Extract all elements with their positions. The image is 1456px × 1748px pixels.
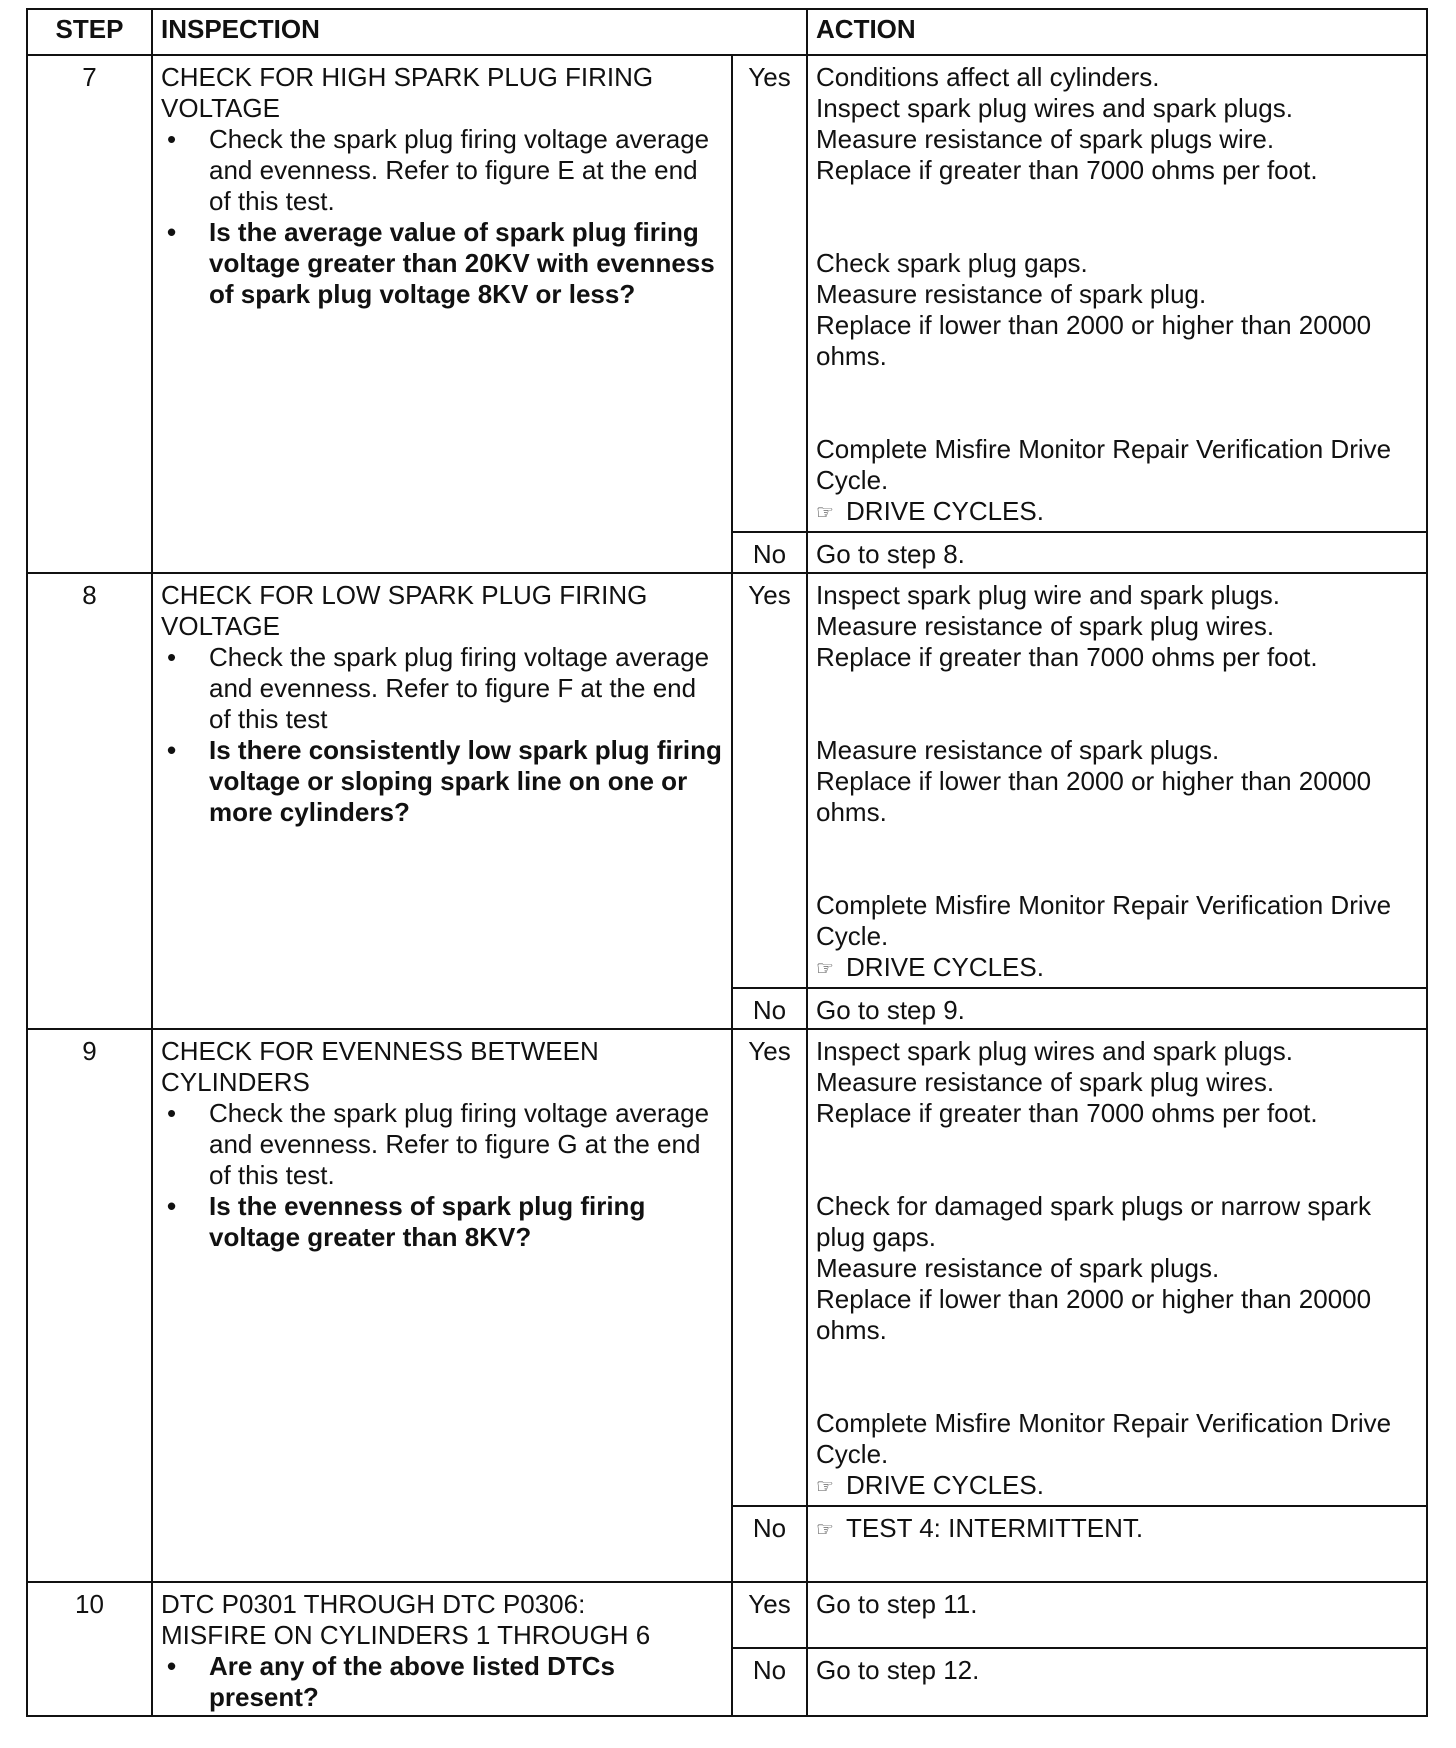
action-paragraph: Complete Misfire Monitor Repair Verification Drive Cycle. [816,1408,1392,1469]
step-number: 10 [27,1582,152,1716]
hand-pointing-icon: ☞ [816,958,834,980]
inspection-title-line2: VOLTAGE [161,611,280,641]
cross-reference[interactable] [816,1513,1418,1546]
inspection-question: • Is there consistently low spark plug firing voltage or sloping spark line on one or more cylinders? [161,735,723,828]
yes-action-cell [807,55,1427,532]
step-7-yes-row [27,55,1427,532]
no-label: No [732,1506,807,1582]
cross-reference[interactable] [816,496,1418,529]
header-action: ACTION [807,9,1427,55]
hand-pointing-icon: ☞ [816,502,834,524]
action-paragraph: Conditions affect all cylinders. Inspect spark plug wires and spark plugs. Measure resistance of spark plugs wire. Replace if greater than 7000 ohms per foot. [816,62,1318,185]
action-paragraph: Check for damaged spark plugs or narrow spark plug gaps. Measure resistance of spark plugs. Replace if lower than 2000 or higher than 20000 ohms. [816,1191,1372,1345]
no-action: Go to step 12. [807,1648,1427,1716]
header-row [27,9,1427,55]
inspection-instruction: • Check the spark plug firing voltage average and evenness. Refer to figure G at the end of this test. [161,1098,723,1191]
action-paragraph: Inspect spark plug wire and spark plugs. Measure resistance of spark plug wires. Replace if greater than 7000 ohms per foot. [816,580,1318,672]
inspection-instruction: • Check the spark plug firing voltage average and evenness. Refer to figure F at the end of this test [161,642,723,735]
yes-label: Yes [732,55,807,532]
yes-action-cell [807,1029,1427,1506]
step-number: 8 [27,573,152,1029]
action-paragraph: Inspect spark plug wires and spark plugs. Measure resistance of spark plug wires. Replace if greater than 7000 ohms per foot. [816,1036,1318,1128]
step-10-yes-row [27,1582,1427,1648]
inspection-title: CHECK FOR LOW SPARK PLUG FIRING [161,580,648,610]
action-paragraph: Complete Misfire Monitor Repair Verification Drive Cycle. [816,434,1392,495]
inspection-cell [152,1029,732,1582]
cross-reference-label: TEST 4: INTERMITTENT. [846,1513,1144,1543]
no-action-cell [807,1506,1427,1582]
cross-reference[interactable] [816,1470,1418,1503]
action-paragraph: Check spark plug gaps. Measure resistance of spark plug. Replace if lower than 2000 or higher than 20000 ohms. [816,248,1372,371]
header-inspection: INSPECTION [152,9,807,55]
inspection-instruction: • Check the spark plug firing voltage average and evenness. Refer to figure E at the end of this test. [161,124,723,217]
yes-action-cell [807,573,1427,988]
inspection-cell [152,573,732,1029]
no-action: Go to step 8. [807,532,1427,573]
cross-reference-label: DRIVE CYCLES. [846,496,1044,526]
hand-pointing-icon: ☞ [816,1519,834,1541]
cross-reference-label: DRIVE CYCLES. [846,1470,1044,1500]
inspection-title: CHECK FOR EVENNESS BETWEEN [161,1036,599,1066]
inspection-title: DTC P0301 THROUGH DTC P0306: [161,1589,586,1619]
inspection-bullets [161,1098,723,1253]
diagnostic-table-page [26,8,1426,1717]
inspection-question: • Is the evenness of spark plug firing voltage greater than 8KV? [161,1191,723,1253]
inspection-title-line2: CYLINDERS [161,1067,310,1097]
hand-pointing-icon: ☞ [816,1476,834,1498]
yes-label: Yes [732,1582,807,1648]
action-paragraph: Complete Misfire Monitor Repair Verification Drive Cycle. [816,890,1392,951]
no-action: Go to step 9. [807,988,1427,1029]
cross-reference-label: DRIVE CYCLES. [846,952,1044,982]
yes-label: Yes [732,1029,807,1506]
yes-action: Go to step 11. [807,1582,1427,1648]
inspection-bullets [161,642,723,828]
inspection-title-line2: MISFIRE ON CYLINDERS 1 THROUGH 6 [161,1620,651,1650]
no-label: No [732,988,807,1029]
no-label: No [732,532,807,573]
cross-reference[interactable] [816,952,1418,985]
step-9-yes-row [27,1029,1427,1506]
inspection-question: • Is the average value of spark plug firing voltage greater than 20KV with evenness of spark plug voltage 8KV or less? [161,217,723,310]
inspection-cell [152,1582,732,1716]
no-label: No [732,1648,807,1716]
inspection-title: CHECK FOR HIGH SPARK PLUG FIRING [161,62,654,92]
inspection-title-line2: VOLTAGE [161,93,280,123]
inspection-bullets [161,1651,723,1713]
inspection-question: • Are any of the above listed DTCs present? [161,1651,723,1713]
step-number: 7 [27,55,152,573]
step-8-yes-row [27,573,1427,988]
inspection-cell [152,55,732,573]
diagnostic-table [26,8,1428,1717]
action-paragraph: Measure resistance of spark plugs. Replace if lower than 2000 or higher than 20000 ohms. [816,735,1372,827]
step-number: 9 [27,1029,152,1582]
inspection-bullets [161,124,723,310]
header-step: STEP [27,9,152,55]
yes-label: Yes [732,573,807,988]
